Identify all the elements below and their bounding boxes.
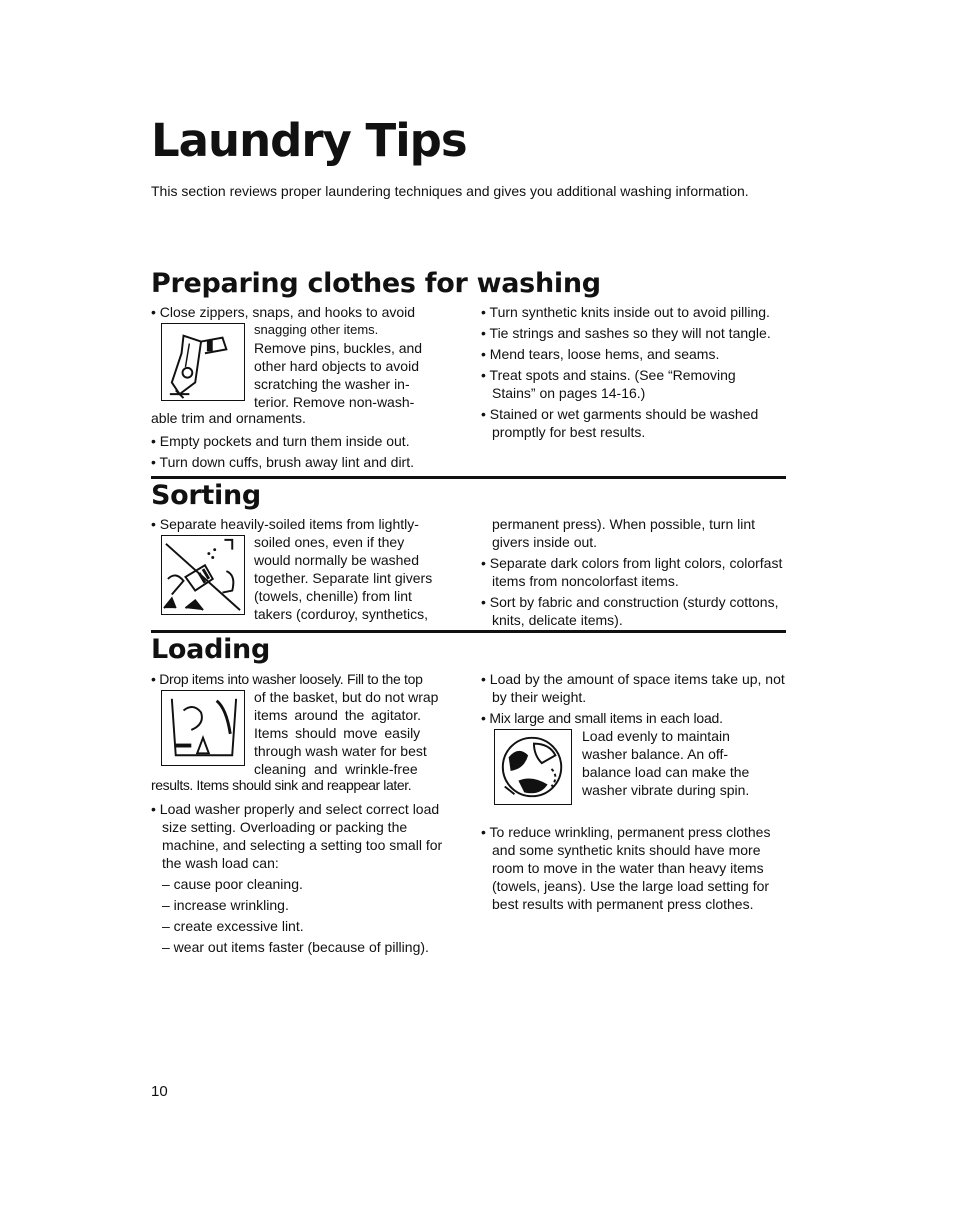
- preparing-right-bullet-2: • Tie strings and sashes so they will not tangle.: [481, 325, 771, 341]
- loading-dash-list: [151, 875, 456, 956]
- loading-right-column: [481, 670, 786, 916]
- page-number: 10: [151, 1083, 168, 1100]
- intro-text: This section reviews proper laundering techniques and gives you additional washing information.: [151, 183, 749, 199]
- loading-right-bullet-3: • To reduce wrinkling, permanent press clothes and some synthetic knits should have more room to move in the water than heavy items (towels, jeans). Use the large load setting for best results with permanent press clothes.: [481, 824, 771, 912]
- wrap-line: takers (corduroy, synthetics,: [254, 606, 429, 622]
- preparing-right-column: [481, 303, 781, 444]
- heading-loading: Loading: [151, 634, 271, 665]
- preparing-right-bullet-1: • Turn synthetic knits inside out to avoid pilling.: [481, 304, 770, 320]
- wrap-line: Items should move easily: [254, 725, 421, 741]
- wrap-line: would normally be washed: [254, 552, 419, 568]
- balanced-load-illustration-icon: [494, 729, 572, 805]
- wrap-line: of the basket, but do not wrap: [254, 689, 439, 705]
- dash-item: – create excessive lint.: [162, 918, 304, 934]
- preparing-right-bullet-3: • Mend tears, loose hems, and seams.: [481, 346, 720, 362]
- dash-item: – increase wrinkling.: [162, 897, 289, 913]
- section-divider: [151, 476, 786, 479]
- page-title: Laundry Tips: [151, 114, 467, 167]
- preparing-bullet-3: • Turn down cuffs, brush away lint and dirt.: [151, 454, 414, 470]
- wrap-line: washer vibrate during spin.: [582, 782, 750, 798]
- loading-right-bullet-2-wrap: [582, 727, 749, 799]
- wrap-line: snagging other items.: [254, 322, 379, 337]
- loading-right-bullet-2-first: • Mix large and small items in each load.: [481, 710, 723, 726]
- loading-bullet-1-wrap: [254, 688, 454, 778]
- preparing-left-column: [151, 303, 451, 474]
- dash-item: – cause poor cleaning.: [162, 876, 303, 892]
- dash-item: – wear out items faster (because of pilling).: [162, 939, 429, 955]
- preparing-bullet-1-tail: able trim and ornaments.: [151, 410, 306, 426]
- sorting-bullet-1-wrap: [254, 533, 432, 623]
- sorting-right-bullet-2: • Separate dark colors from light colors, colorfast items from noncolorfast items.: [481, 555, 783, 589]
- loading-right-bullet-1: • Load by the amount of space items take up, not by their weight.: [481, 671, 785, 705]
- wrap-line: scratching the washer in-: [254, 376, 410, 392]
- wrap-line: washer balance. An off-: [582, 746, 729, 762]
- section-divider: [151, 630, 786, 633]
- preparing-bullet-2: • Empty pockets and turn them inside out.: [151, 433, 410, 449]
- sorting-bullet-1-first: • Separate heavily-soiled items from lightly-: [151, 516, 419, 532]
- heading-preparing: Preparing clothes for washing: [151, 268, 601, 299]
- sorting-left-column: [151, 515, 461, 625]
- wrap-line: terior. Remove non-wash-: [254, 394, 415, 410]
- wrap-line: through wash water for best: [254, 743, 427, 759]
- wrap-line: items around the agitator.: [254, 707, 421, 723]
- wrap-line: Load evenly to maintain: [582, 728, 730, 744]
- sorting-right-bullet-3: • Sort by fabric and construction (sturdy cottons, knits, delicate items).: [481, 594, 779, 628]
- wrap-line: cleaning and wrinkle-free: [254, 761, 418, 777]
- sorting-right-continuation: permanent press). When possible, turn lint givers inside out.: [492, 516, 756, 550]
- wrap-line: Remove pins, buckles, and: [254, 340, 423, 356]
- wrap-line: other hard objects to avoid: [254, 358, 419, 374]
- preparing-bullet-1-first: • Close zippers, snaps, and hooks to avoid: [151, 304, 416, 320]
- wrap-line: soiled ones, even if they: [254, 534, 405, 550]
- preparing-bullet-1-wrap: [254, 321, 422, 411]
- loading-bullet-2: • Load washer properly and select correct load size setting. Overloading or packing the machine, and selecting a setting too small for the wash load can:: [151, 801, 443, 871]
- sorting-illustration-icon: [161, 535, 245, 615]
- loading-bullet-1-tail: results. Items should sink and reappear later.: [151, 777, 412, 793]
- preparing-right-bullet-4: • Treat spots and stains. (See “Removing Stains” on pages 14-16.): [481, 367, 736, 401]
- sorting-right-column: [481, 515, 786, 632]
- wrap-line: together. Separate lint givers: [254, 570, 433, 586]
- washer-basket-illustration-icon: [161, 690, 245, 766]
- loading-bullet-1-first: • Drop items into washer loosely. Fill to the top: [151, 671, 423, 687]
- wrap-line: balance load can make the: [582, 764, 750, 780]
- heading-sorting: Sorting: [151, 480, 261, 511]
- loading-left-column: [151, 670, 456, 956]
- preparing-right-bullet-5: • Stained or wet garments should be washed promptly for best results.: [481, 406, 759, 440]
- wrap-line: (towels, chenille) from lint: [254, 588, 412, 604]
- zipper-illustration-icon: [161, 323, 245, 401]
